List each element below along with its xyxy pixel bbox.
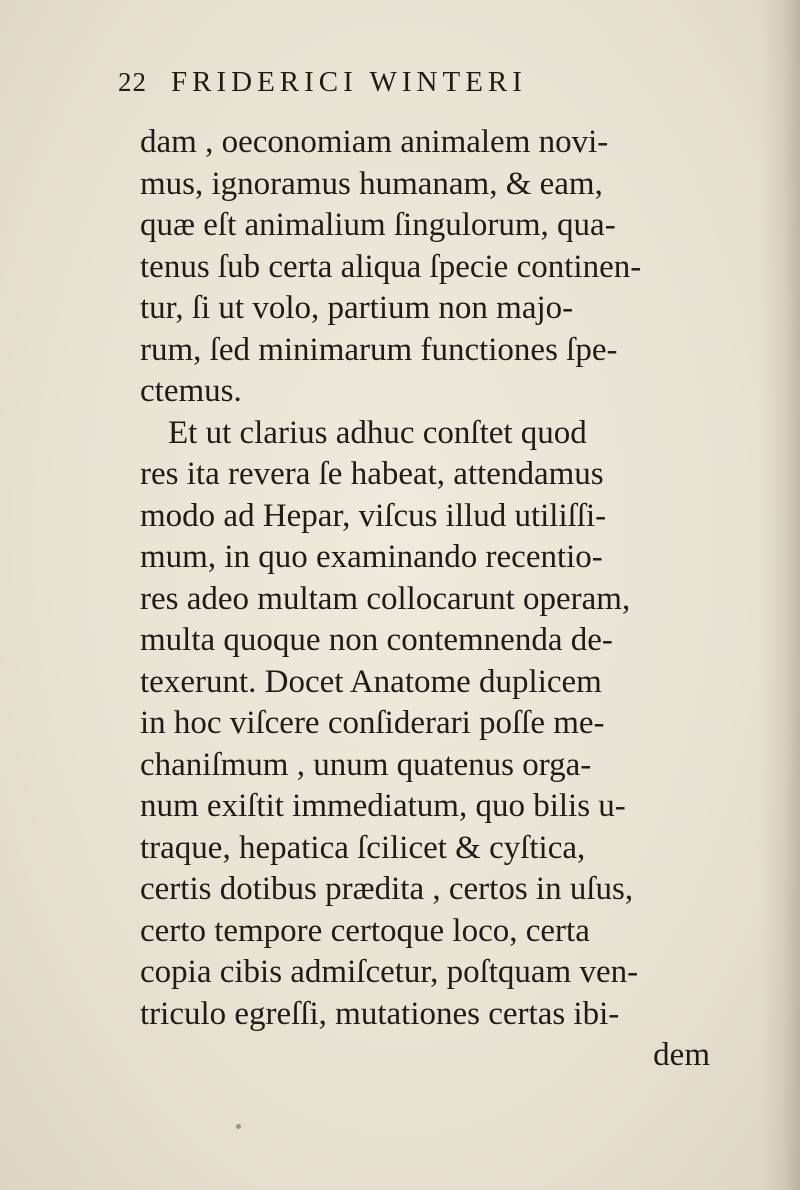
text-line: traque, hepatica ſcilicet & cyſtica, (140, 829, 586, 866)
text-line: modo ad Hepar, viſcus illud utiliſſi- (140, 497, 607, 534)
page-header (118, 66, 678, 110)
paper-speck (236, 1124, 241, 1129)
text-line: res adeo multam collocarunt operam, (140, 580, 631, 617)
running-title: FRIDERICI WINTERI (171, 66, 527, 98)
paragraph-start-line: Et ut clarius adhuc conſtet quod (168, 414, 587, 451)
text-line: triculo egreſſi, mutationes certas ibi- (140, 995, 620, 1032)
text-line: in hoc viſcere conſiderari poſſe me- (140, 705, 605, 741)
text-line: chaniſmum , unum quatenus orga- (140, 746, 592, 783)
text-line: multa quoque non contemnenda de- (140, 622, 613, 658)
text-line: rum, ſed minimarum functiones ſpe- (140, 331, 618, 368)
text-line: copia cibis admiſcetur, poſtquam ven- (140, 954, 639, 990)
text-line: ctemus. (140, 373, 242, 409)
text-line: certis dotibus prædita , certos in uſus, (140, 871, 634, 907)
text-line: texerunt. Docet Anatome duplicem (140, 663, 602, 700)
text-line: tenus ſub certa aliqua ſpecie continen- (140, 248, 642, 285)
text-line: mum, in quo examinando recentio- (140, 539, 603, 575)
text-line: tur, ſi ut volo, partium non majo- (140, 290, 574, 326)
catchword: dem (653, 1037, 710, 1073)
text-line: res ita revera ſe habeat, attendamus (140, 456, 604, 492)
page-edge-shadow (760, 0, 800, 1190)
text-line: dam , oeconomiam animalem novi- (140, 124, 609, 160)
text-line: quæ eſt animalium ſingulorum, qua- (140, 207, 616, 243)
page-number: 22 (118, 67, 147, 97)
body-text (140, 122, 740, 1077)
text-line: mus, ignoramus humanam, & eam, (140, 165, 603, 202)
text-line: num exiſtit immediatum, quo bilis u- (140, 788, 626, 824)
text-line: certo tempore certoque loco, certa (140, 912, 590, 949)
